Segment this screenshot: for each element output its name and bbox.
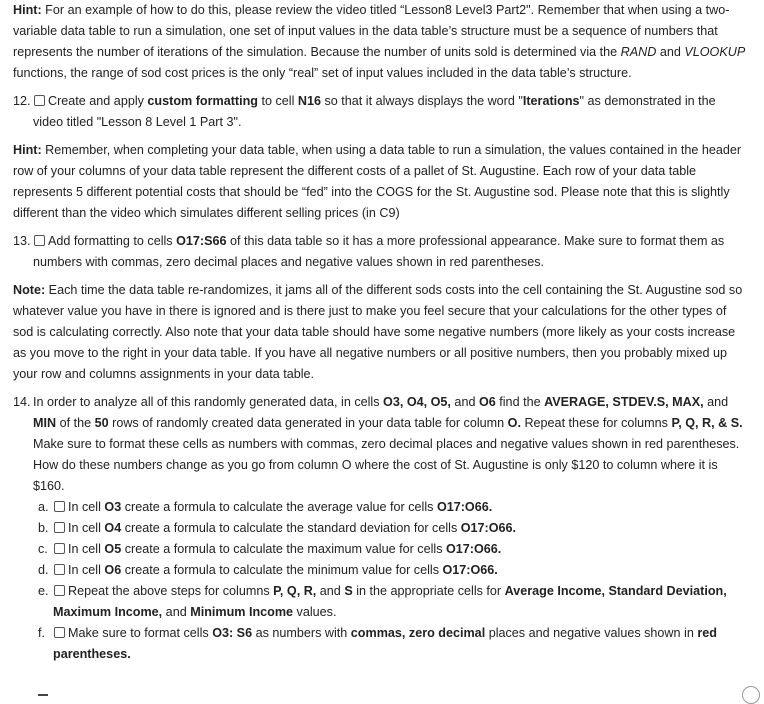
- task-checkbox[interactable]: [34, 95, 45, 106]
- subtask-checkbox[interactable]: [54, 543, 65, 554]
- subtask-b: b. In cell O4 create a formula to calculate the standard deviation for cells O17:O66.: [13, 518, 749, 539]
- subtask-d: d. In cell O6 create a formula to calculate the minimum value for cells O17:O66.: [13, 560, 749, 581]
- subtask-letter: f.: [38, 626, 45, 640]
- task-number: 13.: [13, 234, 31, 248]
- hint-label: Hint:: [13, 3, 42, 17]
- subtask-letter: e.: [38, 584, 49, 598]
- instructions-document: [13, 0, 749, 665]
- subtask-letter: a.: [38, 500, 49, 514]
- subtask-checkbox[interactable]: [54, 564, 65, 575]
- hint-label: Hint:: [13, 143, 42, 157]
- task-number: 14.: [13, 395, 31, 409]
- task-item-13: 13. Add formatting to cells O17:S66 of this data table so it has a more professional appearance. Make sure to format them as numbers with commas, zero decimal places and negative values shown in red parentheses.: [13, 231, 749, 273]
- subtask-letter: c.: [38, 542, 48, 556]
- subtask-checkbox[interactable]: [54, 522, 65, 533]
- note-label: Note:: [13, 283, 46, 297]
- task-number: 12.: [13, 94, 31, 108]
- subtask-a: a. In cell O3 create a formula to calculate the average value for cells O17:O66.: [13, 497, 749, 518]
- subtask-checkbox[interactable]: [54, 627, 65, 638]
- hint-paragraph-2: Hint: Remember, when completing your data table, when using a data table to run a simulation, the values contained in the header row of your columns of your data table represent the different costs of a pallet of St. Augustine. Each row of your data table represents 5 different potential costs that should be “fed” into the COGS for the St. Augustine sod. Please note that this is slightly different than the video which simulates different selling prices (in C9): [13, 143, 742, 220]
- task-item-12: 12. Create and apply custom formatting to cell N16 so that it always displays the word "Iterations" as demonstrated in the video titled "Lesson 8 Level 1 Part 3".: [13, 91, 749, 133]
- task-item-14: 14. In order to analyze all of this randomly generated data, in cells O3, O4, O5, and O6 find the AVERAGE, STDEV.S, MAX, and MIN of the 50 rows of randomly created data generated in your data table for column O. Repeat these for columns P, Q, R, & S. Make sure to format these cells as numbers with commas, zero decimal places and negative values shown in red parentheses. How do these numbers change as you go from column O where the cost of St. Augustine is only $120 to column where it is $160.: [13, 392, 749, 497]
- subtask-checkbox[interactable]: [54, 501, 65, 512]
- hint-paragraph-1: Hint: For an example of how to do this, please review the video titled “Lesson8 Level3 Part2". Remember that when using a two-variable data table to run a simulation, one set of input values in the data table’s structure must be a sequence of numbers that represents the number of iterations of the simulation. Because the number of units sold is determined via the RAND and VLOOKUP functions, the range of sod cost prices is the only “real” set of input values included in the data table’s structure.: [13, 3, 746, 80]
- task-checkbox[interactable]: [34, 235, 45, 246]
- subtask-e: e. Repeat the above steps for columns P, Q, R, and S in the appropriate cells for Average Income, Standard Deviation, Maximum Income, and Minimum Income values.: [13, 581, 749, 623]
- subtask-checkbox[interactable]: [54, 585, 65, 596]
- subtask-letter: d.: [38, 563, 49, 577]
- note-paragraph: Note: Each time the data table re-randomizes, it jams all of the different sods costs into the cell containing the St. Augustine sod so whatever value you have in there is ignored and is there just to make you feel secure that your calculations for the other types of sod is calculating correctly. Also note that your data table should have some negative numbers (more likely as your costs increase as you move to the right in your data table. If you have all negative numbers or all positive numbers, then you probably mixed up your row and columns assignments in your data table.: [13, 283, 743, 381]
- subtask-f: f. Make sure to format cells O3: S6 as numbers with commas, zero decimal places and negative values shown in red parentheses.: [13, 623, 749, 665]
- corner-widget-icon[interactable]: [742, 686, 760, 704]
- subtask-letter: b.: [38, 521, 49, 535]
- subtask-c: c. In cell O5 create a formula to calculate the maximum value for cells O17:O66.: [13, 539, 749, 560]
